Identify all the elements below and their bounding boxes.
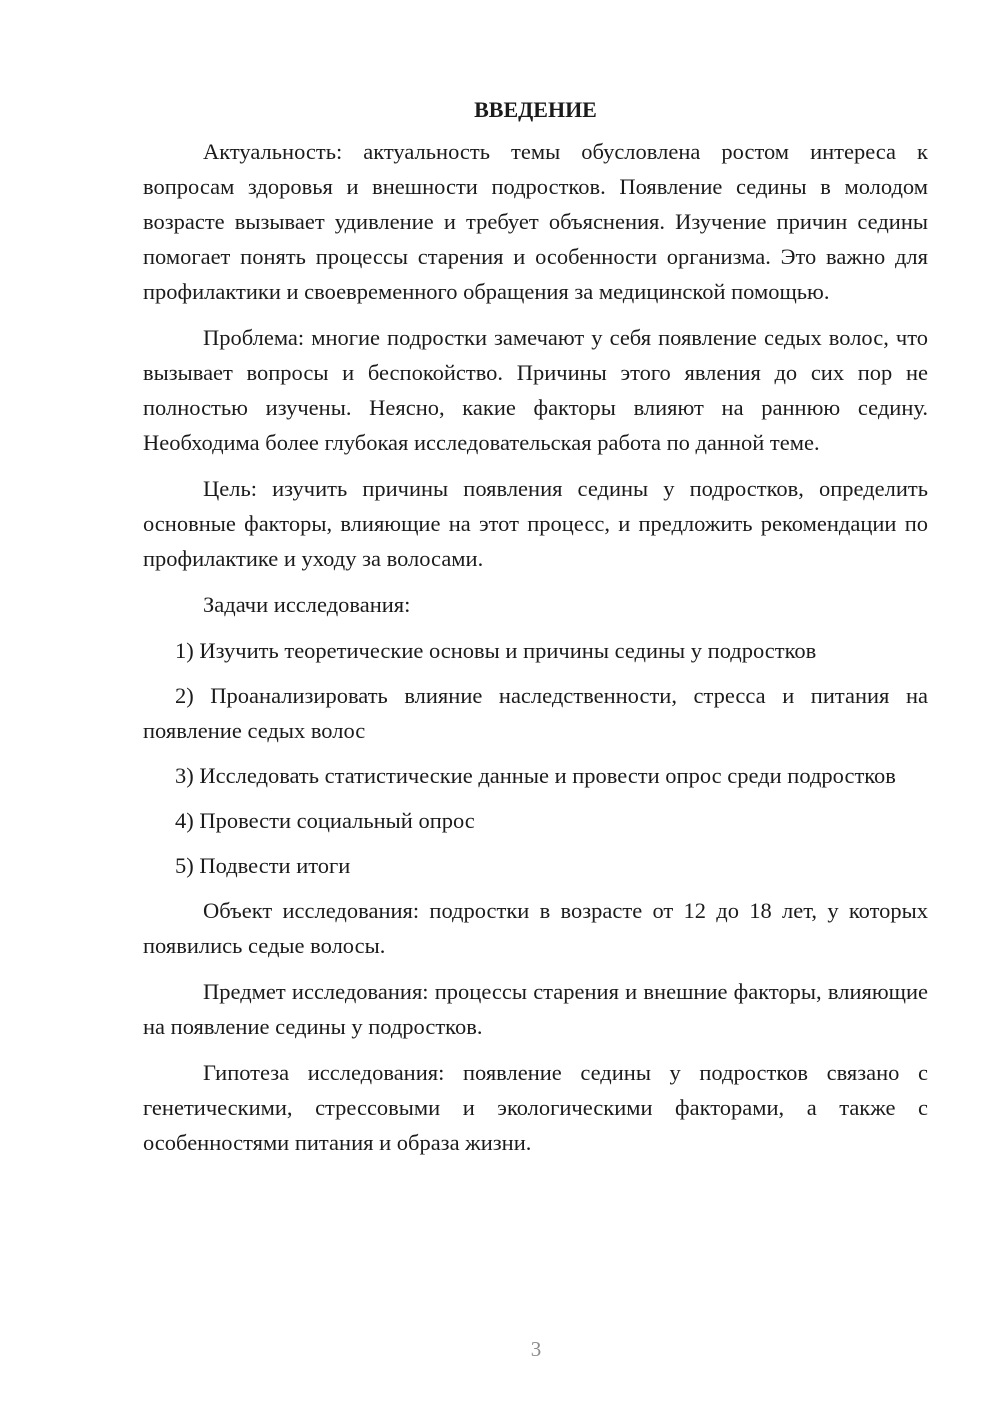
paragraph-hypothesis: Гипотеза исследования: появление седины у подростков связано с генетическими, стрессовыми и экологическими факторами, а также с особенностями питания и образа жизни. — [143, 1060, 928, 1155]
paragraph-relevance: Актуальность: актуальность темы обусловлена ростом интереса к вопросам здоровья и внешности подростков. Появление седины в молодом возрасте вызывает удивление и требует объяснения. Изучение причин седины помогает понять процессы старения и особенности организма. Это важно для профилактики и своевременного обращения за медицинской помощью. — [143, 139, 928, 304]
section-title: ВВЕДЕНИЕ — [474, 97, 597, 122]
task-item-3: 3) Исследовать статистические данные и провести опрос среди подростков — [175, 763, 896, 788]
paragraph-problem: Проблема: многие подростки замечают у себя появление седых волос, что вызывает вопросы и беспокойство. Причины этого явления до сих пор не полностью изучены. Неясно, какие факторы влияют на раннюю седину. Необходима более глубокая исследовательская работа по данной теме. — [143, 325, 928, 455]
task-item-2: 2) Проанализировать влияние наследственности, стресса и питания на появление седых волос — [143, 683, 928, 743]
paragraph-object: Объект исследования: подростки в возрасте от 12 до 18 лет, у которых появились седые волосы. — [143, 898, 928, 958]
paragraph-tasks-heading: Задачи исследования: — [203, 592, 411, 617]
page-content — [143, 92, 928, 1171]
task-item-5: 5) Подвести итоги — [175, 853, 351, 878]
paragraph-subject: Предмет исследования: процессы старения и внешние факторы, влияющие на появление седины у подростков. — [143, 979, 928, 1039]
task-item-4: 4) Провести социальный опрос — [175, 808, 475, 833]
paragraph-goal: Цель: изучить причины появления седины у подростков, определить основные факторы, влияющие на этот процесс, и предложить рекомендации по профилактике и уходу за волосами. — [143, 476, 928, 571]
task-item-1: 1) Изучить теоретические основы и причины седины у подростков — [175, 638, 817, 663]
page-number: 3 — [530, 1337, 542, 1361]
